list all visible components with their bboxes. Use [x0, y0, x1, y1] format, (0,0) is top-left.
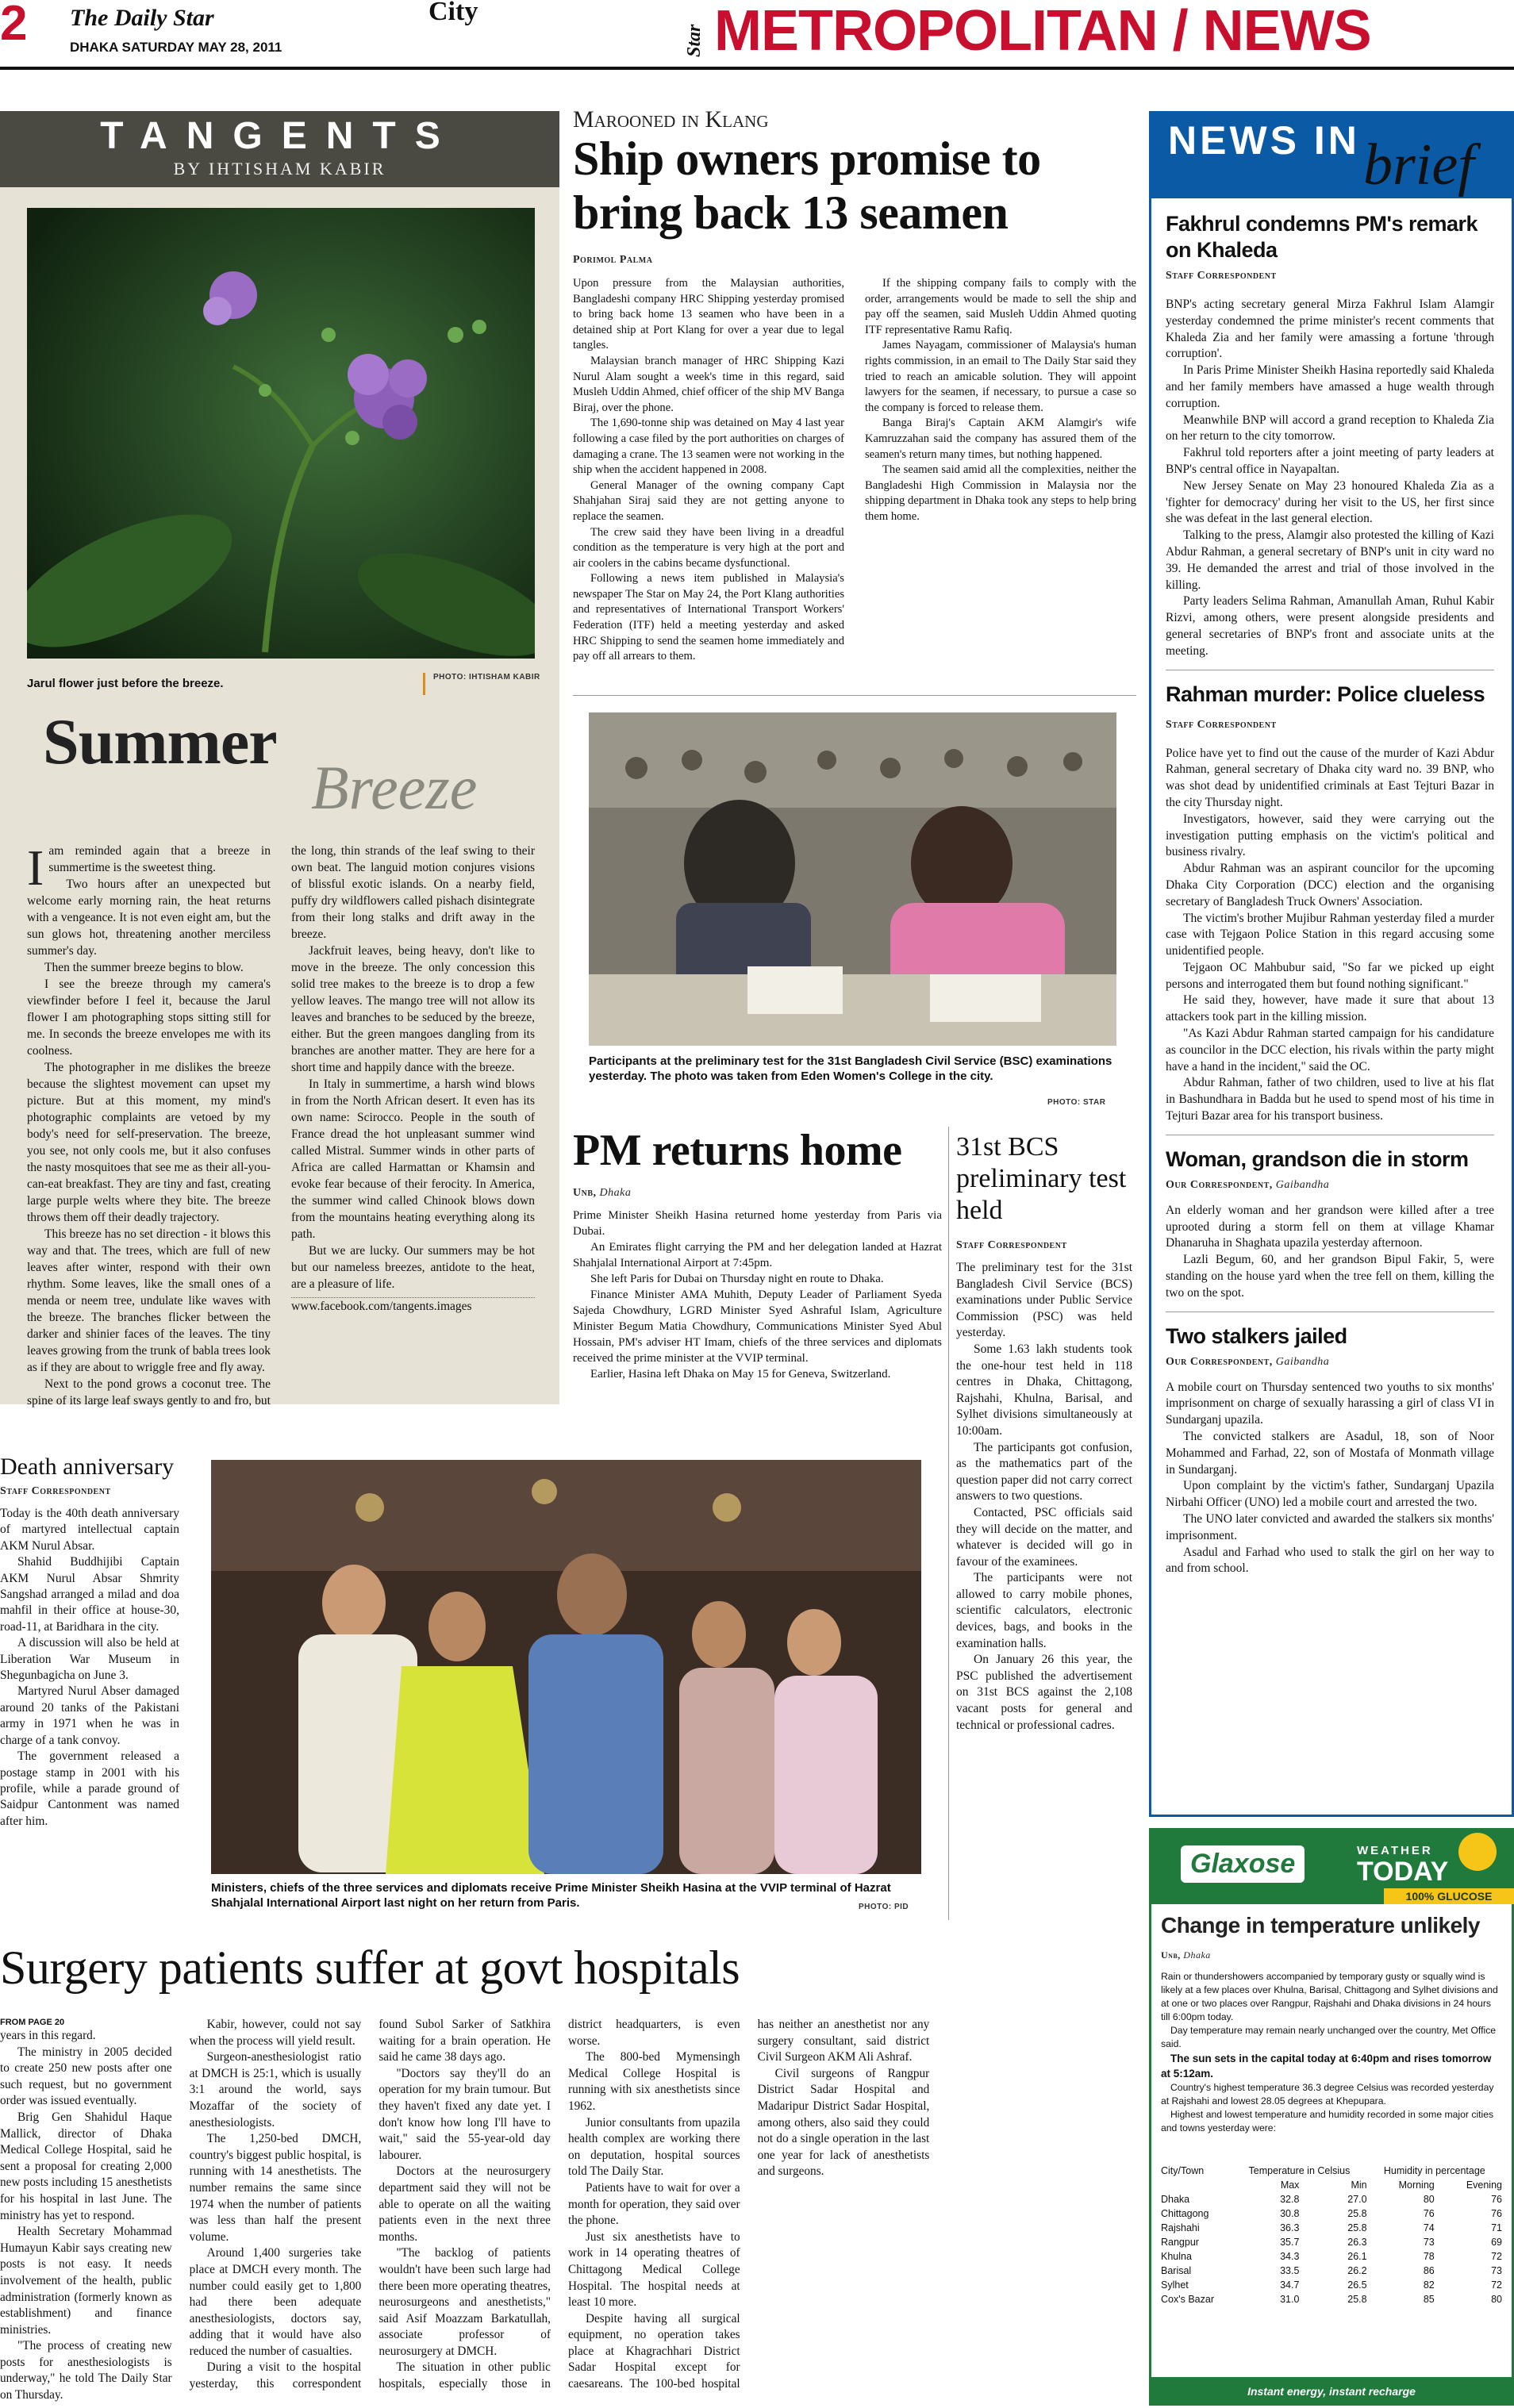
weather-row	[1161, 2206, 1502, 2221]
marooned-paragraph: The crew said they have been living in a dreadful condition as the temperature is very high at the port and air coolers in the cabins became dysfunctional.	[573, 525, 844, 570]
marooned-paragraph: Banga Biraj's Captain AKM Alamgir's wife Kamruzzahan said the company has assured them of the seamen's return many times, but nothing happened.	[865, 417, 1136, 461]
weather-sub-morning: Morning	[1398, 2179, 1435, 2191]
surgery-paragraph: Brig Gen Shahidul Haque Mallick, director of Dhaka Medical College Hospital, said he sent a proposal for creating 2,000 new posts including 15 anesthetists for his hospital in last June. The ministry has yet to respond.	[0, 2110, 172, 2222]
weather-value: 86	[1423, 2265, 1435, 2276]
marooned-byline: Porimol Palma	[573, 254, 653, 266]
brief-paragraph: In Paris Prime Minister Sheikh Hasina reportedly said Khaleda and her family members have amassed a huge wealth through corruption.	[1166, 363, 1494, 410]
weather-value: 35.7	[1280, 2237, 1300, 2248]
pm-returns-paragraph: Prime Minister Sheikh Hasina returned home yesterday from Paris via Dubai.	[573, 1209, 942, 1238]
weather-city: Cox's Bazar	[1161, 2294, 1214, 2305]
tangents-banner	[0, 111, 559, 187]
surgery-paragraph: Civil surgeons of Rangpur District Sadar Hospital and Madaripur District Sadar Hospital, among others, also said they could not do a single operation in the last one year for lack of anesthetists and surgeons.	[757, 2066, 930, 2179]
weather-table	[1161, 2164, 1502, 2306]
breeze-headline: Breeze	[311, 753, 478, 822]
weather-row	[1161, 2235, 1502, 2249]
pm-returns-byline: Unb, Dhaka	[573, 1187, 632, 1199]
weather-value: 26.3	[1347, 2237, 1367, 2248]
weather-headline: Change in temperature unlikely	[1161, 1913, 1480, 1938]
masthead	[0, 0, 1514, 70]
pm-returns-story	[573, 1125, 942, 1434]
brief-paragraph: Party leaders Selima Rahman, Amanullah Aman, Ruhul Kabir Rizvi, among others, were present alongside presidents and general secretaries of BNP's front and associate units at the meeting.	[1166, 594, 1494, 658]
section-label: City	[428, 0, 478, 26]
brief-paragraph: Police have yet to find out the cause of the murder of Kazi Abdur Rahman, general secretary of Dhaka city ward no. 39 BNP, who was shot dead by unidentified criminals at East Tejturi Bazar in the city Thursday night.	[1166, 746, 1494, 809]
weather-row	[1161, 2249, 1502, 2264]
weather-value: 32.8	[1280, 2194, 1300, 2205]
pm-returns-headline: PM returns home	[573, 1126, 902, 1175]
tangents-paragraph: Jackfruit leaves, being heavy, don't like to move in the breeze. The only concession this solid tree makes to the breeze is to drop a few yellow leaves. The mango tree will not allow its leaves and branches to be seduced by the breeze, either. But the green mangoes dangling from its branches are another matter. They are here for a short time and happily dance with the breeze.	[291, 944, 535, 1074]
tangents-paragraph: Iam reminded again that a breeze in summertime is the sweetest thing.	[27, 839, 271, 896]
surgery-paragraph: The ministry in 2005 decided to create 250 new posts after one such request, but no government order was issued eventually.	[0, 2045, 172, 2108]
tangents-paragraph: Two hours after an unexpected but welcome early morning rain, the heat returns with a vengeance. It is not even eight am, but the sun glows hot, threatening another merciless summer's day.	[27, 878, 271, 958]
brief-items	[1166, 211, 1494, 1806]
weather-city: Barisal	[1161, 2265, 1192, 2276]
surgery-paragraph: years in this regard.	[0, 2029, 96, 2042]
brief-item	[1166, 1146, 1494, 1312]
death-anniversary-headline: Death anniversary	[0, 1454, 175, 1480]
drop-cap: I	[27, 839, 44, 896]
death-anniversary-paragraph: Martyred Nurul Abser damaged around 20 tanks of the Pakistani army in 1971 when he was in charge of a tank convoy.	[0, 1684, 179, 1747]
surgery-paragraph: Patients have to wait for over a month for operation, they said over the phone.	[567, 2180, 740, 2228]
weather-table-body	[1161, 2192, 1502, 2306]
weather-value: 26.5	[1347, 2279, 1367, 2291]
surgery-paragraph: Kabir, however, could not say when the process will yield result.	[189, 2018, 362, 2048]
weather-value: 30.8	[1280, 2208, 1300, 2219]
credit-mark	[423, 673, 425, 695]
vvip-terminal-photo	[211, 1460, 921, 1874]
weather-value: 80	[1491, 2294, 1502, 2305]
weather-value: 76	[1491, 2194, 1502, 2205]
brief-headline: Woman, grandson die in storm	[1166, 1146, 1469, 1171]
exam-hall-illustration	[589, 712, 1116, 1046]
brief-paragraph: Asadul and Farhad who used to stalk the girl on her way to and from school.	[1166, 1545, 1494, 1576]
brief-headline: Fakhrul condemns PM's remark on Khaleda	[1166, 212, 1478, 262]
masthead-rule	[0, 67, 1514, 70]
brief-paragraph: An elderly woman and her grandson were killed after a tree uprooted during a storm fell on them at village Khamar Dhanaruha in Shaghata upazila yesterday afternoon.	[1166, 1203, 1494, 1250]
pm-returns-paragraph: Finance Minister AMA Muhith, Deputy Leader of Parliament Syeda Sajeda Chowdhury, LGRD Minister Syed Ashraful Islam, Agriculture Minister Begum Matia Chowdhury, Communications Minister Syed Abul Hossain, PM's adviser HT Imam, chiefs of the three services and diplomats received the prime minister at the VVIP terminal.	[573, 1288, 942, 1365]
news-in-brief-panel	[1149, 111, 1514, 1817]
death-anniversary-byline: Staff Correspondent	[0, 1485, 111, 1497]
brief-item	[1166, 211, 1494, 670]
brief-item	[1166, 1323, 1494, 1578]
tangents-paragraph: Next to the pond grows a coconut tree. The spine of its large leaf sways gently to and fro, but the long, thin strands of the leaf swing to their own beat. The languid motion conjures visions of blissful exotic islands. On a nearby field, puffy dry wildflowers called pishach disintegrate from their long stalks and drift away in the breeze.	[27, 844, 535, 1408]
sun-icon	[1458, 1833, 1497, 1871]
marooned-paragraph: The seamen said amid all the complexities, neither the Bangladeshi High Commission in Malaysia nor the shipping department in Dhaka took any steps to help bring them home.	[865, 463, 1136, 523]
brief-banner	[1149, 111, 1514, 198]
weather-value: 72	[1491, 2251, 1502, 2262]
weather-row	[1161, 2192, 1502, 2206]
surgery-paragraph: Surgeon-anesthesiologist ratio at DMCH is 25:1, which is usually 3:1 around the world, says Mozaffar of the society of anesthesiologists.	[189, 2050, 362, 2130]
weather-value: 36.3	[1280, 2222, 1300, 2233]
bcs-photo-caption: Participants at the preliminary test for the 31st Bangladesh Civil Service (BSC) examinations yesterday. The photo was taken from Eden Women's College in the city.	[589, 1054, 1112, 1083]
surgery-paragraph: "The process of creating new posts for anesthesiologists is underway," he told The Daily Star on Thursday.	[0, 2339, 172, 2402]
weather-banner	[1149, 1828, 1514, 1904]
star-mark: Star	[684, 24, 705, 57]
surgery-paragraph: Around 1,400 surgeries take place at DMCH every month. The number could easily get to 1,800 had there been adequate anesthesiologists, doctors say, adding that it would have also reduced the number of casualties.	[189, 2246, 362, 2358]
weather-byline: Unb, Dhaka	[1161, 1949, 1211, 1961]
weather-row	[1161, 2264, 1502, 2278]
tangents-paragraph: This breeze has no set direction - it blows this way and that. The trees, which are full of new leaves after winter, respond with their own rhythm. Some leaves, like the small ones of a menda or neem tree, undulate like waves with the breeze. The branches flicker between the darker and shinier faces of the leaves. The tiny leaves growing from the trunk of babla trees look as if they are about to wriggle free and fly away.	[27, 1227, 271, 1374]
brief-byline: Staff Correspondent	[1166, 718, 1277, 731]
column-rule	[948, 1127, 949, 1920]
surgery-story	[0, 1941, 1135, 2408]
weather-sub-min: Min	[1351, 2179, 1367, 2191]
page-number: 2	[0, 0, 28, 51]
weather-value: 33.5	[1280, 2265, 1300, 2276]
page-title: METROPOLITAN / NEWS	[714, 0, 1371, 63]
weather-row	[1161, 2292, 1502, 2306]
weather-value: 73	[1491, 2265, 1502, 2276]
tangents-paragraph: Then the summer breeze begins to blow.	[44, 961, 244, 974]
glucose-badge: 100% GLUCOSE	[1384, 1888, 1514, 1904]
brief-paragraph: New Jersey Senate on May 23 honoured Khaleda Zia as a 'fighter for democracy' during her visit to the US, her first since she was defeat in the last general election.	[1166, 478, 1494, 526]
weather-sub-max: Max	[1280, 2179, 1300, 2191]
weather-sub-evening: Evening	[1466, 2179, 1502, 2191]
weather-value: 71	[1491, 2222, 1502, 2233]
bcs-test-paragraph: On January 26 this year, the PSC published the advertisement on 31st BCS against the 2,108 vacant posts for general and technical or professional cadres.	[956, 1653, 1132, 1732]
brief-paragraph: The convicted stalkers are Asadul, 18, son of Noor Mohammed and Farhad, 22, son of Mostafa of Monmath village in Sundarganj.	[1166, 1430, 1494, 1477]
marooned-paragraph: James Nayagam, commissioner of Malaysia's human rights commission, in an email to The Daily Star said they tried to reach an amicable solution. They will appoint lawyers for the seamen, if necessary, to pursue a case so the company is forced to release them.	[865, 339, 1136, 414]
weather-value: 85	[1423, 2294, 1435, 2305]
marooned-story	[573, 106, 1136, 698]
brief-paragraph: Abdur Rahman, father of two children, used to live at his flat in Bashundhara in Badda but he used to spend most of his time in Tejturi Bazar area for his transport business.	[1166, 1076, 1494, 1123]
marooned-body	[573, 276, 1136, 689]
surgery-paragraph: "The backlog of patients wouldn't have been such large had there been more operating theatres, neurosurgeons and anesthetists," said Asif Moazzam Barkatullah, associate professor of neurosurgery at DMCH.	[378, 2246, 551, 2358]
section-divider	[573, 695, 1136, 696]
brief-paragraph: He said they, however, have made it sure that about 13 attackers took part in the killing mission.	[1166, 993, 1494, 1024]
weather-row	[1161, 2278, 1502, 2292]
weather-city: Khulna	[1161, 2251, 1192, 2262]
brief-body	[1166, 1203, 1494, 1302]
brief-paragraph: "As Kazi Abdur Rahman started campaign for his candidature as councilor in the DCC election, his rivals within the party might have a hand in the incident," said the OC.	[1166, 1027, 1494, 1073]
vvip-photo-caption: Ministers, chiefs of the three services and diplomats receive Prime Minister Sheikh Hasina at the VVIP terminal of Hazrat Shahjalal International Airport last night on her return from Paris.	[211, 1881, 891, 1910]
vvip-photo-credit: PHOTO: PID	[859, 1903, 909, 1911]
weather-value: 31.0	[1280, 2294, 1300, 2305]
surgery-headline: Surgery patients suffer at govt hospitals	[0, 1941, 740, 1994]
weather-city: Sylhet	[1161, 2279, 1189, 2291]
surgery-paragraph: The 1,250-bed DMCH, country's biggest public hospital, is running with 14 anesthetists. The number remains the same since 1974 when the number of patients was less than half the present volume.	[189, 2132, 362, 2244]
brief-headline: Two stalkers jailed	[1166, 1323, 1347, 1348]
tangents-paragraph: I see the breeze through my camera's viewfinder before I feel it, because the Jarul flower I am photographing stops sitting still for me. In seconds the breeze envelopes me with its coolness.	[27, 977, 271, 1058]
weather-value: 80	[1423, 2194, 1435, 2205]
tangents-byline: BY IHTISHAM KABIR	[173, 159, 386, 179]
weather-body	[1161, 1970, 1502, 2135]
surgery-body	[0, 2017, 1119, 2408]
weather-paragraph: Country's highest temperature 36.3 degree Celsius was recorded yesterday at Rajshahi and lowest 28.05 degrees at Khepupara.	[1161, 2082, 1494, 2107]
brief-body	[1166, 1380, 1494, 1578]
weather-value: 25.8	[1347, 2294, 1367, 2305]
bcs-test-byline: Staff Correspondent	[956, 1239, 1067, 1251]
weather-value: 74	[1423, 2222, 1435, 2233]
weather-value: 26.1	[1347, 2251, 1367, 2262]
brief-paragraph: Talking to the press, Alamgir also protested the killing of Kazi Abdur Rahman, a general secretary of BNP's unit in city ward no 39. He demanded the arrest and trial of those involved in the killing.	[1166, 528, 1494, 592]
brief-body	[1166, 746, 1494, 1125]
surgery-paragraph: During a visit to the hospital yesterday, this correspondent found Subol Sarker of Satkhira waiting for a brain operation. He said he came 38 days ago.	[189, 2018, 551, 2391]
tangents-paragraph: The photographer in me dislikes the breeze because the slightest movement can upset my picture. But at this moment, my mind's photographic complaints are vetoed by my body's need for self-preservation. The breeze, you see, not only cools me, but it also confuses the nasty mosquitoes that see me as their all-you-can-eat breakfast. They are tiny and fast, creating large purple welts where they bite. The breeze throws them off their deadly trajectory.	[27, 1061, 271, 1224]
bcs-exam-photo	[589, 712, 1116, 1046]
bcs-test-headline: 31st BCS preliminary test held	[956, 1132, 1127, 1225]
surgery-paragraph: Junior consultants from upazila health complex are working there on deputation, hospital sources told The Daily Star.	[567, 2115, 740, 2179]
weather-value: 73	[1423, 2237, 1435, 2248]
brief-paragraph: Abdur Rahman was an aspirant councilor for the upcoming Dhaka City Corporation (DCC) election and the organising secretary of Bangladesh Truck Owners' Association.	[1166, 862, 1494, 908]
weather-value: 82	[1423, 2279, 1435, 2291]
bcs-photo-credit: PHOTO: STAR	[1047, 1098, 1106, 1107]
weather-col-city: City/Town	[1161, 2165, 1205, 2176]
bcs-test-body	[956, 1260, 1132, 1734]
weather-value: 72	[1491, 2279, 1502, 2291]
death-anniversary-paragraph: Shahid Buddhijibi Captain AKM Nurul Absar Shmrity Sangshad arranged a milad and doa mahfil in their office at house-30, road-11, at Baridhara in the city.	[0, 1555, 179, 1634]
pm-returns-paragraph: Earlier, Hasina left Dhaka on May 15 for Geneva, Switzerland.	[590, 1368, 891, 1381]
weather-panel	[1149, 1828, 1514, 2403]
tangents-title: TANGENTS	[100, 115, 459, 157]
dateline: DHAKA SATURDAY MAY 28, 2011	[70, 40, 282, 55]
weather-col-humidity: Humidity in percentage	[1383, 2165, 1485, 2176]
brief-paragraph: Meanwhile BNP will accord a grand reception to Khaleda Zia on her return to the city tomorrow.	[1166, 413, 1494, 444]
marooned-paragraph: Malaysian branch manager of HRC Shipping Kazi Nurul Alam sought a week's time in this regard, said Musleh Uddin Ahmed, chief officer of the ship MV Banga Biraj, over the phone.	[573, 354, 844, 414]
death-anniversary-paragraph: The government released a postage stamp in 2001 with his profile, while a parade ground of Saidpur Cantonment was named after him.	[0, 1749, 179, 1828]
today-tag: TODAY	[1357, 1857, 1449, 1887]
bcs-test-paragraph: The participants were not allowed to carry mobile phones, scientific calculators, electronic devices, bags, and books in the examination halls.	[956, 1571, 1132, 1650]
tangents-paragraph: But we are lucky. Our summers may be hot but our nameless breezes, antidote to the heat, are a pleasure of life.	[291, 1244, 535, 1291]
paper-name: The Daily Star	[70, 5, 214, 31]
brief-title-brief: brief	[1363, 132, 1474, 198]
weather-city: Rangpur	[1161, 2237, 1199, 2248]
marooned-paragraph: Following a news item published in Malaysia's newspaper The Star on May 24, the Port Klang authorities and representatives of International Transport Workers' Federation (ITF) held a meeting yesterday and asked HRC Shipping to send the seamen home immediately and pay off all arrears to them.	[573, 572, 844, 663]
marooned-paragraph: The 1,690-tonne ship was detained on May 4 last year following a case filed by the port authorities on charges of damaging a crane. The 13 seamen were not working in the ship when the accident happened in 2008.	[573, 417, 844, 477]
marooned-paragraph: If the shipping company fails to comply with the order, arrangements would be made to sell the ship and pay off the seamen, said Musleh Uddin Ahmed quoting ITF representative Ramu Rafiq.	[865, 277, 1136, 336]
surgery-paragraph: The 800-bed Mymensingh Medical College Hospital is running with six anesthetists since 1962.	[567, 2050, 740, 2113]
weather-value: 25.8	[1347, 2208, 1367, 2219]
death-anniversary-paragraph: A discussion will also be held at Liberation War Museum in Shegunbagicha on June 3.	[0, 1636, 179, 1683]
tangents-panel	[0, 111, 559, 1408]
weather-city: Rajshahi	[1161, 2222, 1200, 2233]
surgery-paragraph: Just six anesthetists have to work in 14 operating theatres of Chittagong Medical College Hospital. The hospital needs at least 10 more.	[567, 2229, 740, 2310]
weather-value: 27.0	[1347, 2194, 1367, 2205]
marooned-paragraph: Upon pressure from the Malaysian authorities, Bangladeshi company HRC Shipping yesterday promised to bring back home 13 seamen who have been in a detained ship at Port Klang for over a year due to legal tangles.	[573, 277, 844, 352]
weather-paragraph: Rain or thundershowers accompanied by temporary gusty or squally wind is likely at a few places over Khulna, Barisal, Chittagong and Sylhet divisions and at one or two places over Rangpur, Rajshahi and Dhaka divisions in 24 hours till 6:00pm today.	[1161, 1971, 1498, 2022]
tangents-photo-caption: Jarul flower just before the breeze.	[27, 677, 224, 690]
brief-headline: Rahman murder: Police clueless	[1166, 682, 1485, 706]
brief-paragraph: Upon complaint by the victim's father, Sundarganj Upazila Nirbahi Officer (UNO) led a mobile court and arrested the two.	[1166, 1479, 1494, 1510]
brief-paragraph: Lazli Begum, 60, and her grandson Bipul Fakir, 5, were standing on the house yard when the tree fell on them, killing the two on the spot.	[1166, 1253, 1494, 1300]
weather-city: Chittagong	[1161, 2208, 1209, 2219]
brief-paragraph: The victim's brother Mujibur Rahman yesterday filed a murder case with Tejgaon Police Station in this regard accusing some unidentified people.	[1166, 911, 1494, 958]
weather-value: 25.8	[1347, 2222, 1367, 2233]
weather-value: 34.3	[1280, 2251, 1300, 2262]
brief-paragraph: Fakhrul told reporters after a joint meeting of party leaders at BNP's central office in Nayapaltan.	[1166, 446, 1494, 476]
tangents-photo-credit: PHOTO: IHTISHAM KABIR	[433, 673, 540, 682]
marooned-paragraph: General Manager of the owning company Capt Shahjahan Siraj said they are not getting anyone to replace the seamen.	[573, 478, 844, 523]
weather-paragraph: Day temperature may remain nearly unchanged over the country, Met Office said.	[1161, 2025, 1497, 2049]
weather-value: 78	[1423, 2251, 1435, 2262]
tangents-body	[27, 730, 535, 1412]
summer-headline: Summer	[43, 705, 277, 778]
weather-paragraph: Highest and lowest temperature and humidity recorded in some major cities and towns yesterday were:	[1161, 2109, 1494, 2133]
weather-value: 34.7	[1280, 2279, 1300, 2291]
brief-paragraph: Investigators, however, said they were carrying out the investigation putting emphasis on the victim's political and business rivalry.	[1166, 812, 1494, 859]
brief-byline: Staff Correspondent	[1166, 270, 1277, 282]
weather-col-temp: Temperature in Celsius	[1248, 2165, 1351, 2176]
bcs-test-paragraph: The participants got confusion, as the mathematics part of the question paper did not carry correct answers to two questions.	[956, 1440, 1132, 1504]
death-anniversary-story	[0, 1454, 181, 1930]
weather-city: Dhaka	[1161, 2194, 1190, 2205]
jarul-flower-illustration	[27, 208, 535, 659]
marooned-headline: Ship owners promise to bring back 13 seamen	[573, 132, 1041, 239]
bcs-test-paragraph: Contacted, PSC officials said they will decide on the matter, and whatever is decided will go in favour of the examinees.	[956, 1505, 1132, 1569]
vvip-reception-illustration	[211, 1460, 921, 1874]
brief-item	[1166, 682, 1494, 1135]
tangents-link[interactable]: www.facebook.com/tangents.images	[291, 1297, 535, 1315]
marooned-kicker: Marooned in Klang	[573, 106, 769, 132]
brief-paragraph: The UNO later convicted and awarded the stalkers six months' imprisonment.	[1166, 1512, 1494, 1542]
surgery-paragraph: Despite having all surgical equipment, no operation takes place at Khagrachhari District Sadar Hospital except for caesareans. The 100-bed hospital has neither an anesthetist nor any surgery consultant, said district Civil Surgeon AKM Ali Ashraf.	[567, 2018, 930, 2391]
surgery-from-page: FROM PAGE 20	[0, 2018, 65, 2027]
brief-byline: Our Correspondent, Gaibandha	[1166, 1178, 1330, 1191]
pm-returns-paragraph: She left Paris for Dubai on Thursday night en route to Dhaka.	[590, 1273, 884, 1285]
weather-value: 26.2	[1347, 2265, 1367, 2276]
brief-paragraph: A mobile court on Thursday sentenced two youths to six months' imprisonment on charge of sexually harassing a girl of class VI in Sundarganj upazila.	[1166, 1380, 1494, 1427]
brief-byline: Our Correspondent, Gaibandha	[1166, 1355, 1330, 1368]
brief-body	[1166, 297, 1494, 660]
weather-value: 76	[1423, 2208, 1435, 2219]
weather-tag: WEATHER	[1357, 1844, 1433, 1857]
weather-footer: Instant energy, instant recharge	[1149, 2377, 1514, 2406]
tangents-paragraph: In Italy in summertime, a harsh wind blows in from the North African desert. It even has its own name: Scirocco. People in the south of France dread the hot unpleasant summer wind called Mistral. Summer winds in other parts of Africa are called Harmattan or Khamsin and evoke fear because of their ferocity. In America, the summer wind called Chinook blows down from the mountains heating everything along its path.	[291, 1077, 535, 1241]
death-anniversary-body	[0, 1506, 179, 1830]
bcs-test-paragraph: Some 1.63 lakh students took the one-hour test held in 118 centres in Dhaka, Chittagong, Rajshahi, Khulna, Barisal, and Sylhet divisions simultaneously at 10:00am.	[956, 1342, 1132, 1438]
weather-row	[1161, 2221, 1502, 2235]
brief-paragraph: BNP's acting secretary general Mirza Fakhrul Islam Alamgir yesterday condemned the prime minister's recent comments that Khaleda Zia and her family were amassing a fortune 'through corruption'.	[1166, 298, 1494, 361]
brief-title-news-in: NEWS IN	[1168, 118, 1360, 163]
surgery-paragraph: Doctors at the neurosurgery department said they will not be able to operate on all the waiting patients even in the next three months.	[378, 2164, 551, 2244]
weather-value: 76	[1491, 2208, 1502, 2219]
pm-returns-body	[573, 1208, 942, 1382]
surgery-paragraph: "Doctors say they'll do an operation for my brain tumour. But they haven't fixed any date yet. I don't know how long I'll have to wait," said the 55-year-old day labourer.	[378, 2066, 551, 2162]
weather-sun-times: The sun sets in the capital today at 6:40pm and rises tomorrow at 5:12am.	[1161, 2053, 1492, 2080]
surgery-paragraph: The situation in other public hospitals, especially those in district headquarters, is even worse.	[378, 2018, 740, 2391]
brief-paragraph: Tejgaon OC Mahbubur said, "So far we picked up eight persons and interrogated them but found nothing significant."	[1166, 960, 1494, 991]
surgery-paragraph: Health Secretary Mohammad Humayun Kabir says creating new posts is not easy. It needs involvement of the health, public administration (formerly known as establishment) and finance ministries.	[0, 2225, 172, 2337]
jarul-flower-photo	[27, 208, 535, 659]
pm-returns-paragraph: An Emirates flight carrying the PM and her delegation landed at Hazrat Shahjalal International Airport at 7:45pm.	[573, 1241, 942, 1269]
weather-value: 69	[1491, 2237, 1502, 2248]
death-anniversary-paragraph: Today is the 40th death anniversary of martyred intellectual captain AKM Nurul Absar.	[0, 1507, 179, 1553]
bcs-test-paragraph: The preliminary test for the 31st Bangladesh Civil Service (BCS) examinations under Public Service Commission (PSC) was held yesterday.	[956, 1261, 1132, 1340]
glaxose-logo: Glaxose	[1181, 1845, 1305, 1883]
bcs-test-story	[956, 1131, 1132, 1925]
